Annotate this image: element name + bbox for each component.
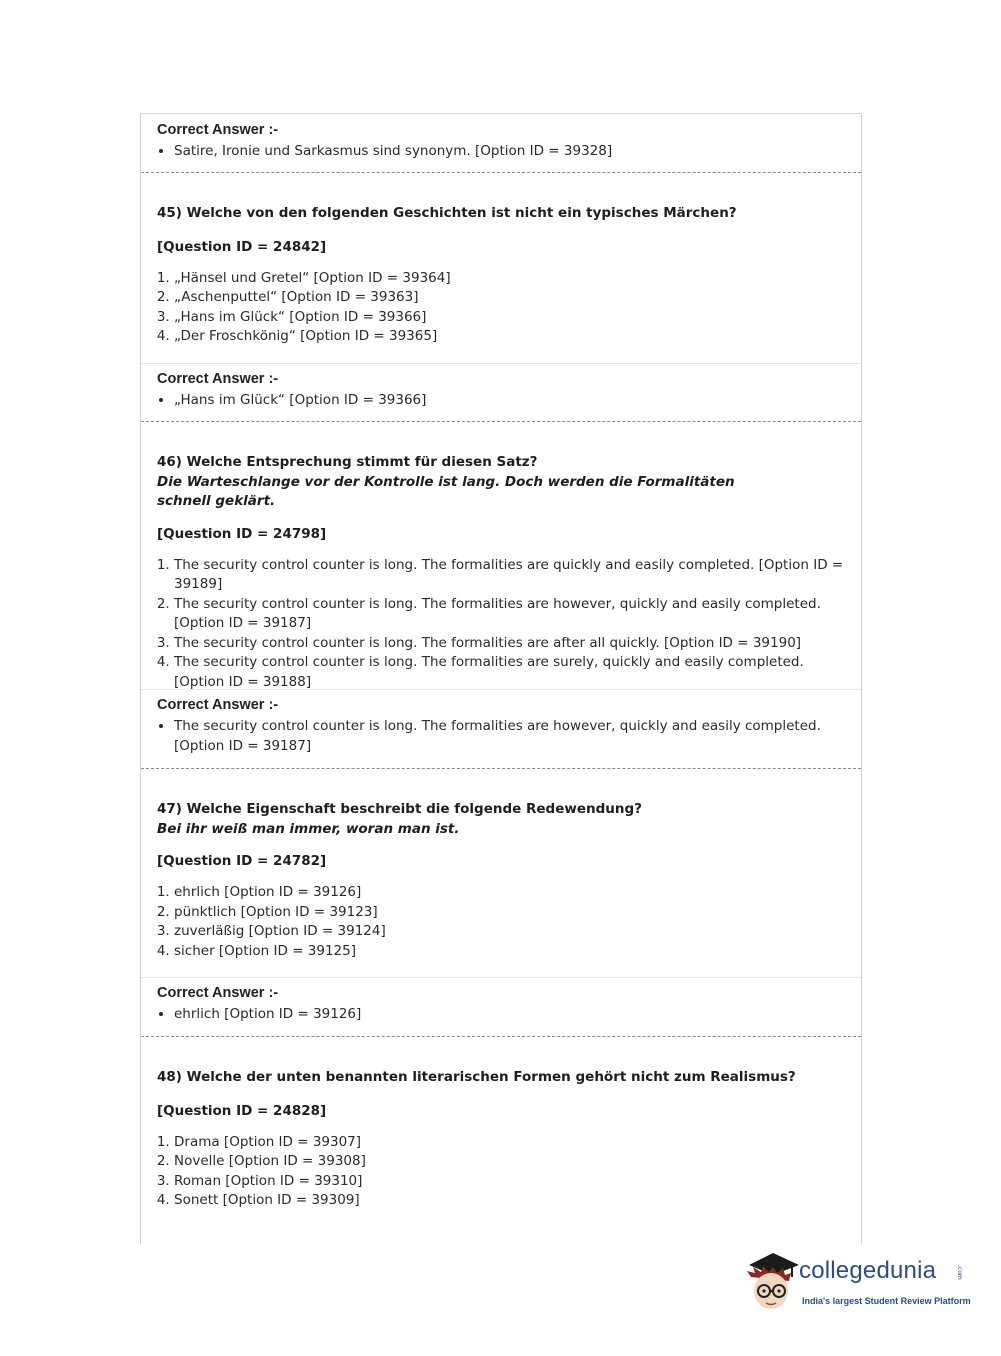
answer-45: [157, 371, 845, 411]
question-id: [Question ID = 24842]: [157, 238, 327, 255]
answer-label: Correct Answer :-: [157, 697, 279, 713]
logo-name: collegedunia: [799, 1257, 937, 1284]
option-item: 4. The security control counter is long. The formalities are surely, quickly and easily completed. [Option ID = 39188]: [174, 653, 845, 692]
option-item: 2. Novelle [Option ID = 39308]: [174, 1152, 845, 1172]
option-item: 4. Sonett [Option ID = 39309]: [174, 1191, 845, 1211]
divider: [141, 768, 861, 769]
collegedunia-logo[interactable]: [743, 1251, 973, 1321]
option-item: 3. The security control counter is long. The formalities are after all quickly. [Option ID = 39190]: [174, 634, 845, 654]
question-46: [157, 453, 845, 692]
question-sentence: Die Warteschlange vor der Kontrolle ist lang. Doch werden die Formalitäten: [157, 473, 735, 490]
logo-tagline: India's largest Student Review Platform: [802, 1296, 971, 1306]
question-45: [157, 204, 845, 347]
question-id: [Question ID = 24828]: [157, 1102, 327, 1119]
answer-text: • ehrlich [Option ID = 39126]: [174, 1005, 845, 1025]
option-item: 1. „Hänsel und Gretel“ [Option ID = 39364]: [174, 269, 845, 289]
divider: [141, 421, 861, 422]
option-item: 4. sicher [Option ID = 39125]: [174, 942, 845, 962]
mascot-icon: [743, 1251, 801, 1315]
option-item: 1. ehrlich [Option ID = 39126]: [174, 883, 845, 903]
question-48: [157, 1068, 845, 1211]
answer-label: Correct Answer :-: [157, 985, 279, 1001]
divider: [141, 1036, 861, 1037]
option-item: 1. The security control counter is long. The formalities are quickly and easily completed. [Option ID = 39189]: [174, 556, 845, 595]
option-item: 2. „Aschenputtel“ [Option ID = 39363]: [174, 288, 845, 308]
question-sentence: Bei ihr weiß man immer, woran man ist.: [157, 820, 460, 837]
option-item: 2. The security control counter is long. The formalities are however, quickly and easily completed. [Option ID = 39187]: [174, 595, 845, 634]
logo-suffix: .com: [956, 1265, 963, 1280]
prev-answer-block: [157, 122, 845, 162]
separator: [141, 977, 861, 978]
separator: [141, 363, 861, 364]
separator: [141, 689, 861, 690]
question-title: 47) Welche Eigenschaft beschreibt die folgende Redewendung?: [157, 801, 642, 817]
answer-label: Correct Answer :-: [157, 122, 279, 138]
question-47: [157, 800, 845, 961]
question-title: 48) Welche der unten benannten literarischen Formen gehört nicht zum Realismus?: [157, 1069, 796, 1085]
answer-text: • „Hans im Glück“ [Option ID = 39366]: [174, 391, 845, 411]
option-item: 2. pünktlich [Option ID = 39123]: [174, 903, 845, 923]
answer-text: • The security control counter is long. The formalities are however, quickly and easily completed. [Option ID = 39187]: [174, 717, 845, 756]
option-item: 4. „Der Froschkönig“ [Option ID = 39365]: [174, 327, 845, 347]
option-item: 3. „Hans im Glück“ [Option ID = 39366]: [174, 308, 845, 328]
option-item: 3. zuverläßig [Option ID = 39124]: [174, 922, 845, 942]
answer-label: Correct Answer :-: [157, 371, 279, 387]
option-item: 1. Drama [Option ID = 39307]: [174, 1133, 845, 1153]
answer-47: [157, 985, 845, 1025]
question-title: 45) Welche von den folgenden Geschichten ist nicht ein typisches Märchen?: [157, 205, 737, 221]
divider: [141, 172, 861, 173]
question-title: 46) Welche Entsprechung stimmt für diesen Satz?: [157, 454, 538, 470]
answer-46: [157, 697, 845, 756]
question-id: [Question ID = 24798]: [157, 525, 327, 542]
answer-text: • Satire, Ironie und Sarkasmus sind synonym. [Option ID = 39328]: [174, 142, 845, 162]
option-item: 3. Roman [Option ID = 39310]: [174, 1172, 845, 1192]
question-paper-frame: [140, 113, 862, 1244]
question-id: [Question ID = 24782]: [157, 853, 327, 869]
question-sentence: schnell geklärt.: [157, 493, 276, 509]
